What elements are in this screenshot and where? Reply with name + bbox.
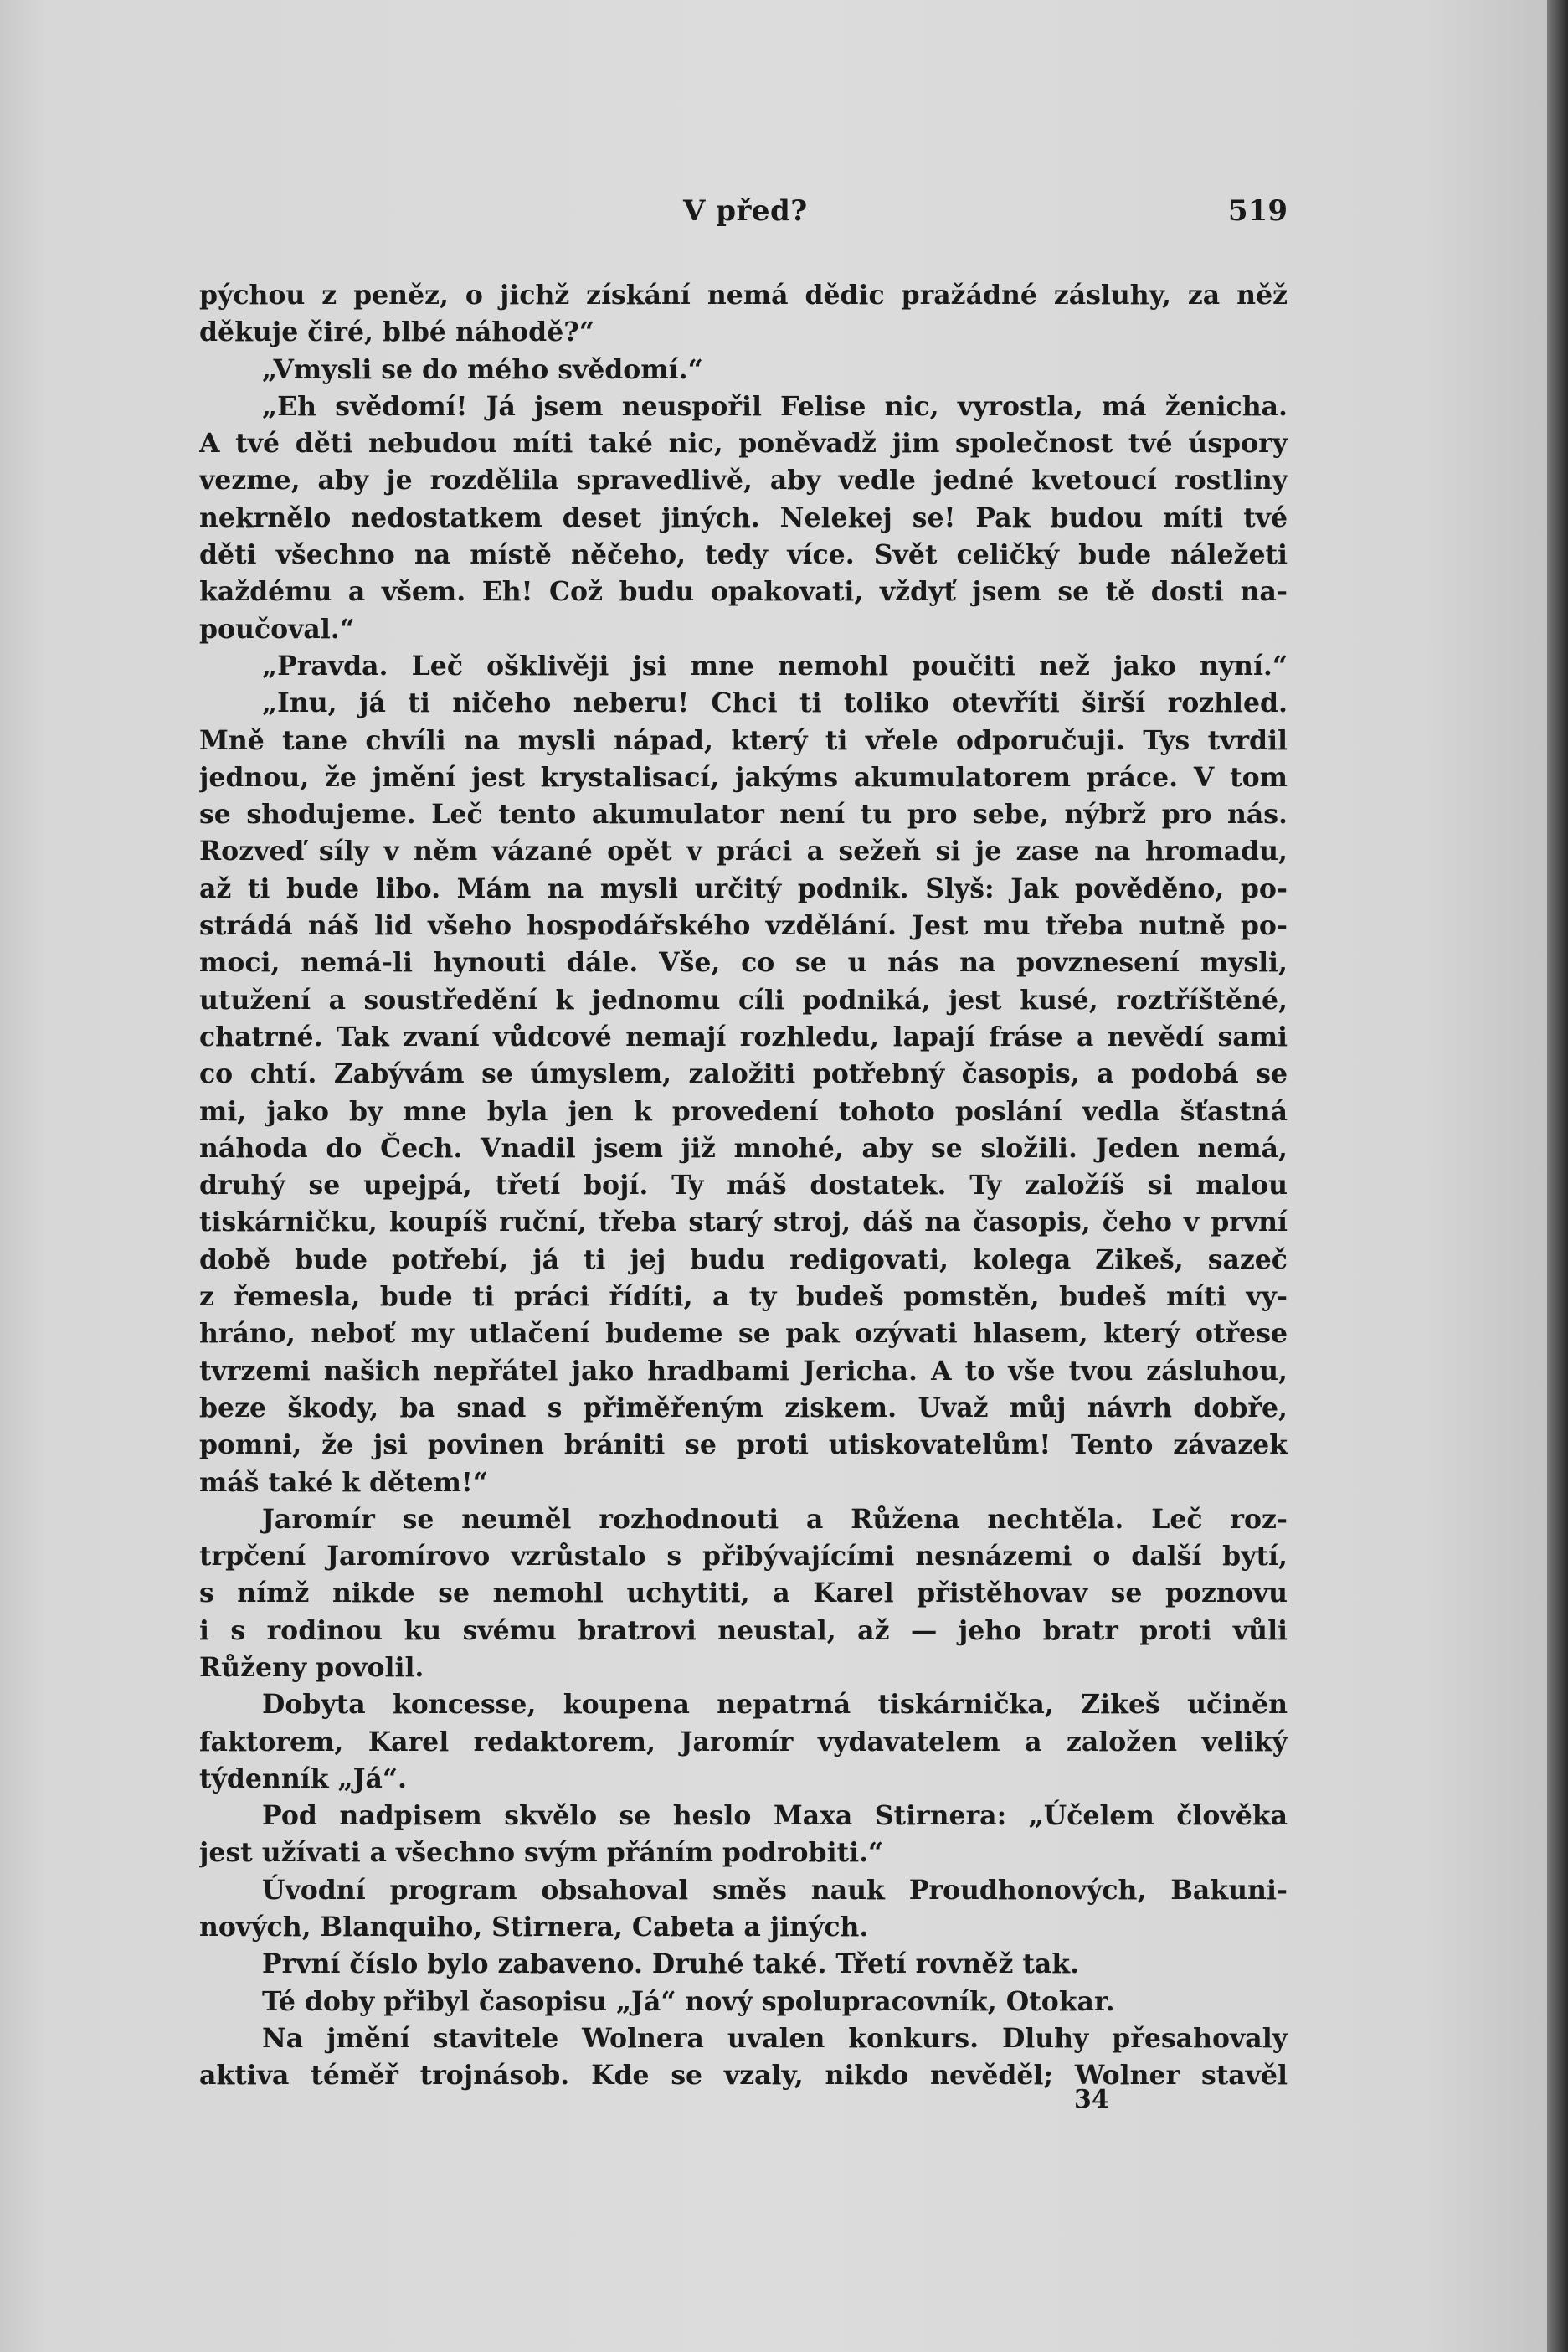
text-line: až ti bude libo. Mám na mysli určitý podnik. Slyš: Jak pověděno, po-: [199, 872, 1288, 904]
text-line: Té doby přibyl časopisu „Já“ nový spolupracovník, Otokar.: [262, 1985, 1115, 2017]
text-line: moci, nemá-li hynouti dále. Vše, co se u nás na povznesení mysli,: [199, 947, 1288, 979]
text-line: pýchou z peněz, o jichž získání nemá dědic pražádné zásluhy, za něž: [199, 280, 1288, 311]
text-line: aktiva téměř trojnásob. Kde se vzaly, nikdo nevěděl; Wolner stavěl: [199, 2060, 1288, 2092]
text-line: První číslo bylo zabaveno. Druhé také. Třetí rovněž tak.: [262, 1948, 1080, 1980]
text-line: týdenník „Já“.: [199, 1763, 408, 1794]
text-line: Mně tane chvíli na mysli nápad, který ti vřele odporučuji. Tys tvrdil: [199, 724, 1288, 756]
running-title: V před?: [683, 194, 808, 228]
text-line: se shodujeme. Leč tento akumulator není tu pro sebe, nýbrž pro nás.: [199, 799, 1288, 831]
text-line: poučoval.“: [199, 613, 355, 645]
text-line: faktorem, Karel redaktorem, Jaromír vydavatelem a založen veliký: [199, 1726, 1288, 1758]
text-line: náhoda do Čech. Vnadil jsem již mnohé, aby se složili. Jeden nemá,: [199, 1132, 1288, 1164]
text-line: s nímž nikde se nemohl uchytiti, a Karel přistěhovav se poznovu: [199, 1577, 1288, 1609]
text-line: Úvodní program obsahoval směs nauk Proudhonových, Bakuni-: [262, 1874, 1288, 1906]
text-line: „Pravda. Leč ošklivěji jsi mne nemohl poučiti než jako nyní.“: [262, 650, 1288, 682]
text-line: děkuje čiré, blbé náhodě?“: [199, 317, 594, 348]
text-line: době bude potřebí, já ti jej budu redigovati, kolega Zikeš, sazeč: [199, 1243, 1288, 1275]
text-line: „Inu, já ti ničeho neberu! Chci ti toliko otevříti širší rozhled.: [262, 687, 1288, 719]
text-line: Pod nadpisem skvělo se heslo Maxa Stirnera: „Účelem člověka: [262, 1800, 1288, 1832]
text-line: Rozveď síly v něm vázané opět v práci a sežeň si je zase na hromadu,: [199, 836, 1288, 867]
text-line: pomni, že jsi povinen brániti se proti utiskovatelům! Tento závazek: [199, 1429, 1288, 1461]
text-line: druhý se upejpá, třetí bojí. Ty máš dostatek. Ty založíš si malou: [199, 1170, 1288, 1202]
text-line: strádá náš lid všeho hospodářského vzdělání. Jest mu třeba nutně po-: [199, 910, 1288, 942]
text-line: A tvé děti nebudou míti také nic, poněvadž jim společnost tvé úspory: [199, 428, 1288, 460]
body-text: [199, 277, 1288, 2095]
page-header: [199, 194, 1288, 236]
text-line: chatrné. Tak zvaní vůdcové nemají rozhledu, lapají fráse a nevědí sami: [199, 1021, 1288, 1052]
text-line: mi, jako by mne byla jen k provedení tohoto poslání vedla šťastná: [199, 1095, 1288, 1127]
text-line: Na jmění stavitele Wolnera uvalen konkurs. Dluhy přesahovaly: [262, 2022, 1288, 2054]
text-line: z řemesla, bude ti práci řídíti, a ty budeš pomstěn, budeš míti vy-: [199, 1281, 1288, 1313]
text-line: „Eh svědomí! Já jsem neuspořil Felise nic, vyrostla, má ženicha.: [262, 390, 1288, 422]
text-line: jest užívati a všechno svým přáním podrobiti.“: [199, 1837, 884, 1869]
text-line: Růženy povolil.: [199, 1651, 424, 1683]
text-line: Dobyta koncesse, koupena nepatrná tiskárnička, Zikeš učiněn: [262, 1689, 1288, 1721]
text-line: každému a všem. Eh! Což budu opakovati, vždyť jsem se tě dosti na-: [199, 576, 1288, 608]
book-spine-shadow: [1547, 0, 1568, 2352]
text-line: jednou, že jmění jest krystalisací, jakýms akumulatorem práce. V tom: [199, 761, 1288, 793]
text-line: tiskárničku, koupíš ruční, třeba starý stroj, dáš na časopis, čeho v první: [199, 1207, 1288, 1238]
text-line: nových, Blanquiho, Stirnera, Cabeta a jiných.: [199, 1912, 869, 1943]
page-number: 519: [1228, 194, 1288, 228]
text-line: děti všechno na místě něčeho, tedy více. Svět celičký bude náležeti: [199, 539, 1288, 571]
text-line: vezme, aby je rozdělila spravedlivě, aby vedle jedné kvetoucí rostliny: [199, 465, 1288, 497]
text-line: hráno, neboť my utlačení budeme se pak ozývati hlasem, který otřese: [199, 1318, 1288, 1350]
text-line: co chtí. Zabývám se úmyslem, založiti potřebný časopis, a podobá se: [199, 1058, 1288, 1090]
text-line: máš také k dětem!“: [199, 1466, 488, 1498]
signature-mark: 34: [1074, 2085, 1109, 2114]
text-line: tvrzemi našich nepřátel jako hradbami Jericha. A to vše tvou zásluhou,: [199, 1355, 1288, 1387]
text-line: utužení a soustředění k jednomu cíli podniká, jest kusé, roztříštěné,: [199, 984, 1288, 1016]
text-line: beze škody, ba snad s přiměřeným ziskem. Uvaž můj návrh dobře,: [199, 1392, 1288, 1423]
text-line: nekrnělo nedostatkem deset jiných. Nelekej se! Pak budou míti tvé: [199, 502, 1288, 533]
text-line: trpčení Jaromírovo vzrůstalo s přibývajícími nesnázemi o další bytí,: [199, 1541, 1288, 1572]
text-line: Jaromír se neuměl rozhodnouti a Růžena nechtěla. Leč roz-: [262, 1503, 1288, 1535]
text-line: „Vmysli se do mého svědomí.“: [262, 353, 703, 385]
text-line: i s rodinou ku svému bratrovi neustal, až — jeho bratr proti vůli: [199, 1614, 1288, 1646]
